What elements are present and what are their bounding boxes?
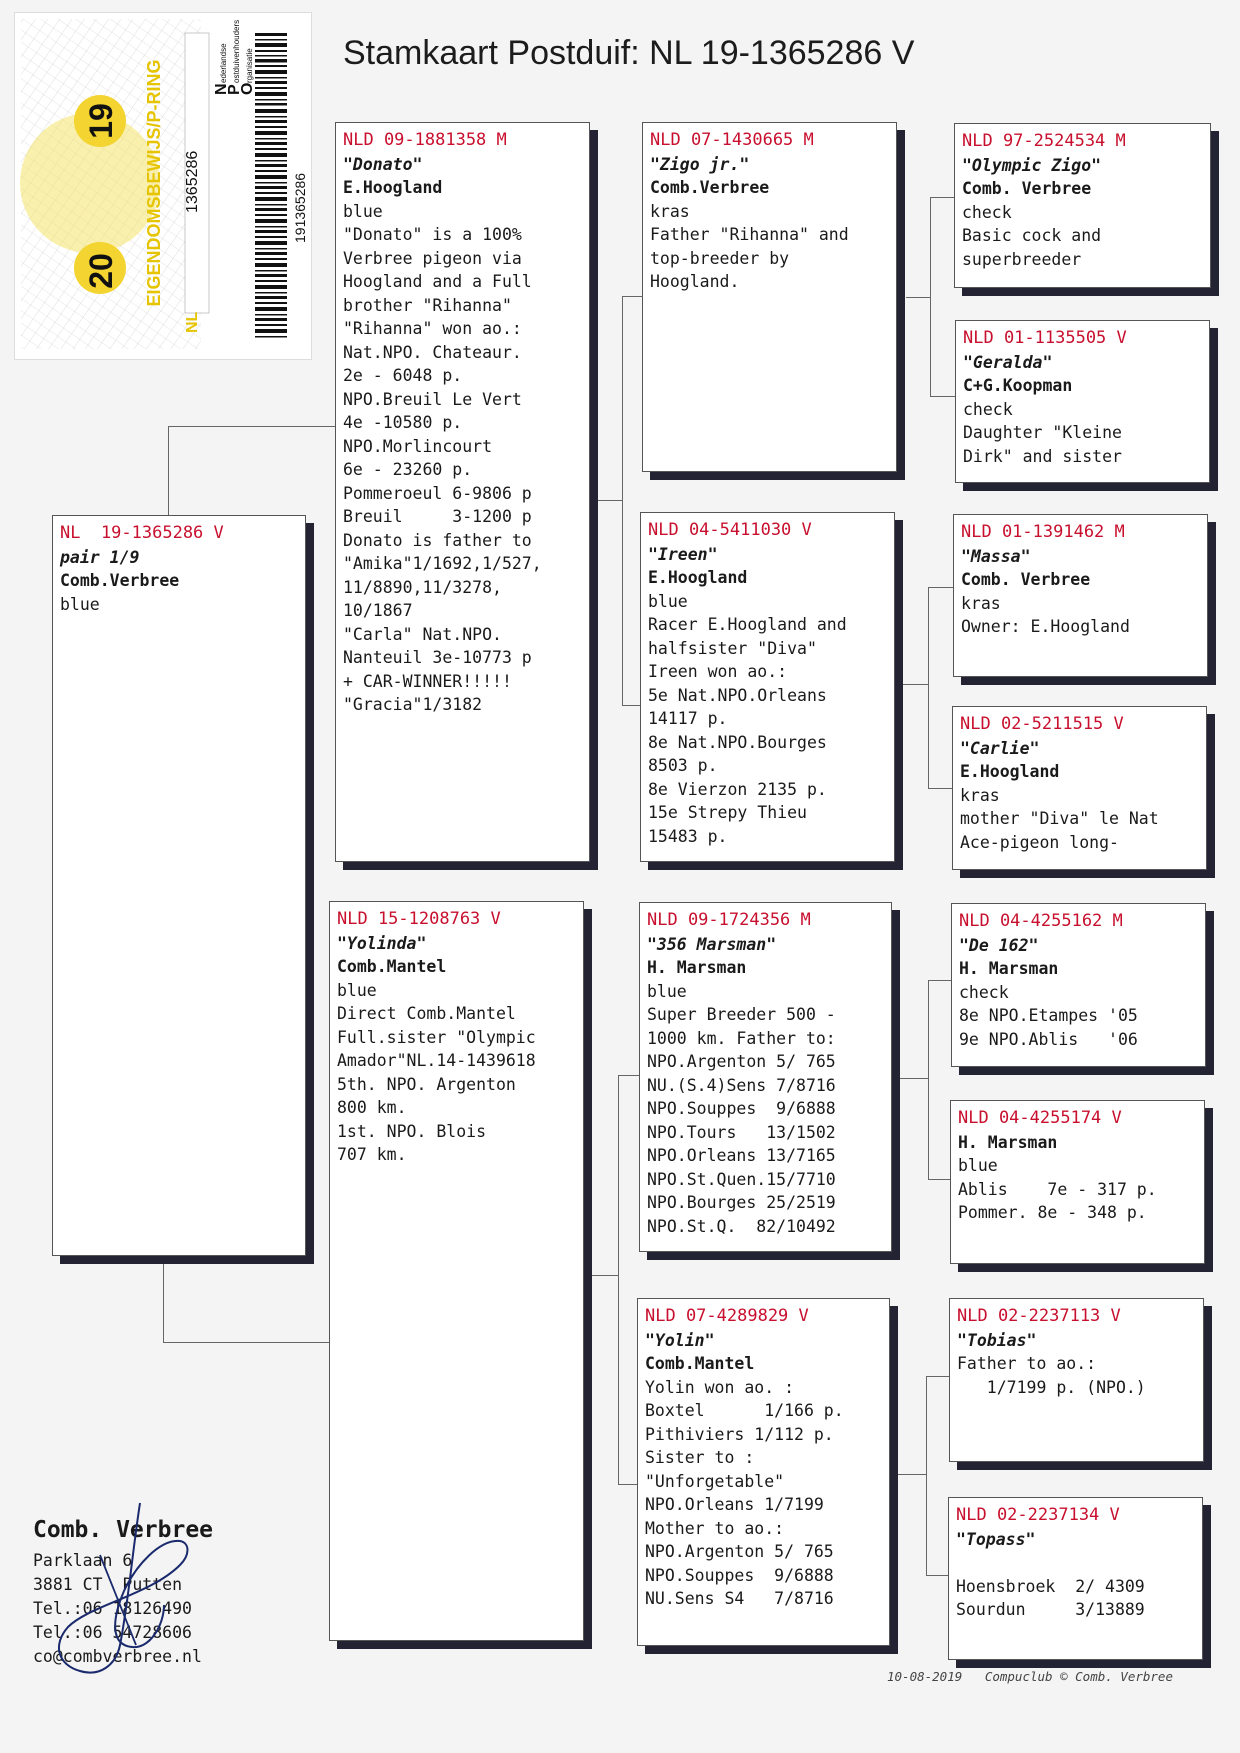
info-line: 10/1867 — [343, 601, 413, 620]
sire-card[interactable] — [335, 122, 590, 862]
org-letter-n: N — [213, 83, 230, 95]
info-line: Basic cock and — [962, 226, 1102, 245]
ring-number: NLD 07-4289829 V — [645, 1306, 809, 1326]
org-line-1: ederlandse — [219, 43, 228, 83]
connector-ss-bracket — [906, 297, 930, 299]
ring-number: NLD 02-2237134 V — [956, 1505, 1120, 1525]
pigeon-name: "Ireen" — [648, 544, 718, 564]
info-line: Full.sister "Olympic — [337, 1027, 536, 1047]
dam-card[interactable] — [329, 901, 584, 1641]
phone-line: Tel.:06 54728606 — [33, 1623, 192, 1642]
org-line-3: rganisatie — [245, 48, 254, 83]
info-line: kras — [960, 785, 1000, 805]
ring-year-left: 20 — [83, 253, 119, 289]
breeder: E.Hoogland — [960, 762, 1060, 781]
info-line: Breuil 3-1200 p — [343, 507, 532, 526]
info-line: superbreeder — [962, 249, 1082, 269]
connector-subject-dam — [163, 1256, 330, 1343]
breeder: Comb. Verbree — [961, 570, 1091, 589]
pigeon-name: "Carlie" — [960, 738, 1040, 758]
info-line: NPO.Bourges 25/2519 — [647, 1193, 836, 1212]
info-line: NU.(S.4)Sens 7/8716 — [647, 1075, 836, 1095]
ring-country: NL — [184, 311, 201, 333]
info-line: 1st. NPO. Blois — [337, 1121, 487, 1141]
info-line: NPO.Argenton 5/ 765 — [647, 1052, 836, 1071]
print-stamp: 10-08-2019 Compuclub © Comb. Verbree — [887, 1669, 1173, 1684]
dam-sire-card[interactable] — [639, 902, 892, 1252]
info-line: NPO.Breuil Le Vert — [343, 389, 522, 409]
info-line: "Rihanna" won ao.: — [343, 319, 522, 338]
info-line: Hoogland. — [650, 272, 740, 291]
breeder: C+G.Koopman — [963, 376, 1073, 395]
ring-number: NLD 01-1391462 M — [961, 522, 1125, 542]
ring-number: NLD 15-1208763 V — [337, 909, 501, 929]
info-line: Direct Comb.Mantel — [337, 1004, 516, 1023]
info-line: kras — [961, 593, 1001, 613]
connector-sd-bracket — [902, 684, 928, 686]
sire-sire-card[interactable] — [642, 122, 897, 472]
info-line: Yolin won ao. : — [645, 1377, 795, 1397]
info-line: blue — [337, 980, 377, 1000]
info-line: Nat.NPO. Chateaur. — [343, 342, 522, 362]
address-line: Parklaan 6 — [33, 1551, 133, 1570]
breeder: H. Marsman — [959, 959, 1059, 978]
info-line: "Amika"1/1692,1/527, — [343, 554, 542, 573]
info-line: 9e NPO.Ablis '06 — [959, 1029, 1138, 1049]
ring-year-right: 19 — [83, 103, 119, 139]
breeder: E.Hoogland — [648, 568, 748, 587]
info-line: check — [962, 202, 1012, 222]
org-letter-o: O — [239, 82, 256, 95]
info-line: blue — [647, 981, 687, 1001]
info-line: NPO.Orleans 13/7165 — [647, 1146, 836, 1165]
info-line: 1000 km. Father to: — [647, 1028, 836, 1048]
info-line: Boxtel 1/166 p. — [645, 1401, 844, 1420]
info-line: + CAR-WINNER!!!!! — [343, 671, 512, 691]
info-line: brother "Rihanna" — [343, 295, 512, 315]
ring-number: NL 19-1365286 V — [60, 523, 224, 543]
info-line: Sourdun 3/13889 — [956, 1600, 1145, 1619]
info-line: NPO.St.Quen.15/7710 — [647, 1169, 836, 1189]
owner-name: Comb. Verbree — [33, 1517, 214, 1543]
info-line: 15483 p. — [648, 826, 728, 846]
info-line: check — [963, 399, 1013, 419]
ring-number: NLD 04-5411030 V — [648, 520, 812, 540]
ring-number: NLD 07-1430665 M — [650, 130, 814, 150]
ring-number: NLD 09-1724356 M — [647, 910, 811, 930]
info-line: blue — [343, 201, 383, 221]
phone-line: Tel.:06 18126490 — [33, 1599, 192, 1618]
info-line: Ace-pigeon long- — [960, 832, 1119, 852]
info-line: Hoogland and a Full — [343, 272, 532, 291]
connector-sire-bracket — [596, 500, 622, 502]
pigeon-name: "Massa" — [961, 546, 1031, 566]
breeder: H. Marsman — [958, 1132, 1058, 1152]
info-line: Dirk" and sister — [963, 446, 1122, 466]
page-title: Stamkaart Postduif: NL 19-1365286 V — [343, 34, 915, 72]
info-line: Verbree pigeon via — [343, 248, 522, 268]
info-line: mother "Diva" le Nat — [960, 809, 1159, 828]
ddd-card[interactable] — [948, 1497, 1203, 1660]
info-line: blue — [60, 594, 100, 614]
pigeon-name: "356 Marsman" — [647, 934, 777, 954]
ring-number: NLD 97-2524534 M — [962, 131, 1126, 151]
connector-subject-sire — [168, 426, 337, 515]
spacer-line — [956, 1551, 1195, 1575]
sds-card[interactable] — [953, 514, 1208, 677]
pigeon-name: "Geralda" — [963, 352, 1053, 372]
info-line: halfsister "Diva" — [648, 638, 817, 658]
barcode-number: 191365286 — [292, 172, 308, 243]
pigeon-name: "Olympic Zigo" — [962, 155, 1102, 175]
breeder: Comb. Verbree — [962, 179, 1092, 198]
pigeon-name: "Donato" — [343, 154, 423, 174]
info-line: Ablis 7e - 317 p. — [958, 1179, 1157, 1199]
info-line: 8e NPO.Etampes '05 — [959, 1006, 1138, 1025]
sire-dam-card[interactable] — [640, 512, 895, 862]
sss-card[interactable] — [954, 123, 1211, 288]
dss-card[interactable] — [951, 903, 1206, 1067]
info-line: Mother to ao.: — [645, 1518, 785, 1538]
info-line: Super Breeder 500 - — [647, 1005, 836, 1024]
info-line: Daughter "Kleine — [963, 423, 1122, 442]
info-line: 6e - 23260 p. — [343, 460, 473, 479]
ring-certificate — [14, 12, 312, 360]
email-link[interactable]: co@combverbree.nl — [33, 1647, 202, 1666]
info-line: 8e Vierzon 2135 p. — [648, 779, 827, 799]
info-line: Racer E.Hoogland and — [648, 615, 847, 634]
subject-card[interactable] — [52, 515, 306, 1256]
org-letter-p: P — [226, 84, 243, 95]
dam-dam-card[interactable] — [637, 1298, 890, 1646]
info-line: Pommeroeul 6-9806 p — [343, 483, 532, 503]
info-line: NPO.St.Q. 82/10492 — [647, 1216, 836, 1236]
breeder: Comb.Verbree — [650, 178, 770, 197]
info-line: 11/8890,11/3278, — [343, 577, 502, 597]
info-line: Pommer. 8e - 348 p. — [958, 1203, 1147, 1222]
connector-dam-bracket — [590, 1275, 618, 1277]
info-line: 4e -10580 p. — [343, 413, 463, 432]
info-line: "Unforgetable" — [645, 1471, 785, 1491]
ring-number: NLD 02-5211515 V — [960, 714, 1124, 734]
info-line: 5e Nat.NPO.Orleans — [648, 685, 827, 705]
info-line: NPO.Argenton 5/ 765 — [645, 1542, 834, 1561]
connector-ss-vertical — [930, 197, 955, 397]
ring-number: NLD 09-1881358 M — [343, 130, 507, 150]
pigeon-name: "De 162" — [959, 935, 1039, 955]
info-line: 8503 p. — [648, 756, 718, 775]
breeder: E.Hoogland — [343, 178, 443, 197]
pigeon-name: "Zigo jr." — [650, 154, 750, 174]
info-line: 2e - 6048 p. — [343, 366, 463, 385]
info-line: NPO.Souppes 9/6888 — [645, 1565, 834, 1585]
ring-number: NLD 04-4255162 M — [959, 911, 1123, 931]
ring-number: NLD 01-1135505 V — [963, 328, 1127, 348]
info-line: NPO.Orleans 1/7199 — [645, 1495, 824, 1514]
org-line-2: ostduivenhouders — [232, 19, 241, 83]
info-line: "Carla" Nat.NPO. — [343, 624, 502, 644]
info-line: "Gracia"1/3182 — [343, 695, 483, 714]
pigeon-name: "Yolin" — [645, 1330, 715, 1350]
pigeon-name: pair 1/9 — [60, 547, 140, 567]
connector-ds-bracket — [900, 1078, 928, 1080]
breeder: H. Marsman — [647, 958, 747, 977]
ring-caption: EIGENDOMSBEWIJS/P-RING — [144, 59, 164, 307]
breeder: Comb.Mantel — [337, 957, 447, 976]
pigeon-name: "Yolinda" — [337, 933, 427, 953]
info-line: 14117 p. — [648, 709, 728, 728]
info-line: 8e Nat.NPO.Bourges — [648, 732, 827, 752]
info-line: 800 km. — [337, 1098, 407, 1117]
ring-number: NLD 04-4255174 V — [958, 1108, 1122, 1128]
info-line: Ireen won ao.: — [648, 662, 788, 681]
info-line: NU.Sens S4 7/8716 — [645, 1589, 834, 1608]
sdd-card[interactable] — [952, 706, 1207, 870]
ring-number: NLD 02-2237113 V — [957, 1306, 1121, 1326]
pigeon-name: "Tobias" — [957, 1330, 1037, 1350]
info-line: Father "Rihanna" and — [650, 225, 849, 244]
info-line: NPO.Tours 13/1502 — [647, 1122, 836, 1142]
info-line: 5th. NPO. Argenton — [337, 1074, 516, 1094]
info-line: Owner: E.Hoogland — [961, 617, 1130, 636]
ring-number: 1365286 — [184, 150, 201, 213]
connector-dam-vertical — [618, 1075, 639, 1485]
info-line: check — [959, 982, 1009, 1002]
info-line: blue — [648, 591, 688, 611]
info-line: Father to ao.: — [957, 1354, 1097, 1373]
info-line: 707 km. — [337, 1145, 407, 1164]
dds-card[interactable] — [949, 1298, 1204, 1462]
info-line: 15e Strepy Thieu — [648, 803, 807, 822]
info-line: Pithiviers 1/112 p. — [645, 1424, 834, 1444]
info-line: kras — [650, 201, 690, 221]
info-line: Donato is father to — [343, 530, 532, 550]
handwritten-signature — [40, 1495, 220, 1685]
info-line: Nanteuil 3e-10773 p — [343, 648, 532, 667]
info-line: "Donato" is a 100% — [343, 225, 522, 244]
address-line: 3881 CT Putten — [33, 1575, 183, 1594]
connector-sd-vertical — [928, 587, 953, 789]
breeder: Comb.Mantel — [645, 1354, 755, 1373]
info-line: blue — [958, 1156, 998, 1175]
info-line: Amador"NL.14-1439618 — [337, 1051, 536, 1070]
info-line: 1/7199 p. (NPO.) — [957, 1377, 1146, 1397]
info-line: Hoensbroek 2/ 4309 — [956, 1576, 1145, 1596]
info-line: top-breeder by — [650, 248, 790, 268]
info-line: NPO.Morlincourt — [343, 436, 493, 456]
dsd-card[interactable] — [950, 1100, 1205, 1264]
ssd-card[interactable] — [955, 320, 1210, 483]
breeder: Comb.Verbree — [60, 571, 180, 590]
pigeon-name: "Topass" — [956, 1529, 1036, 1549]
info-line: Sister to : — [645, 1448, 755, 1467]
connector-dd-bracket — [898, 1474, 926, 1476]
info-line: NPO.Souppes 9/6888 — [647, 1099, 836, 1118]
